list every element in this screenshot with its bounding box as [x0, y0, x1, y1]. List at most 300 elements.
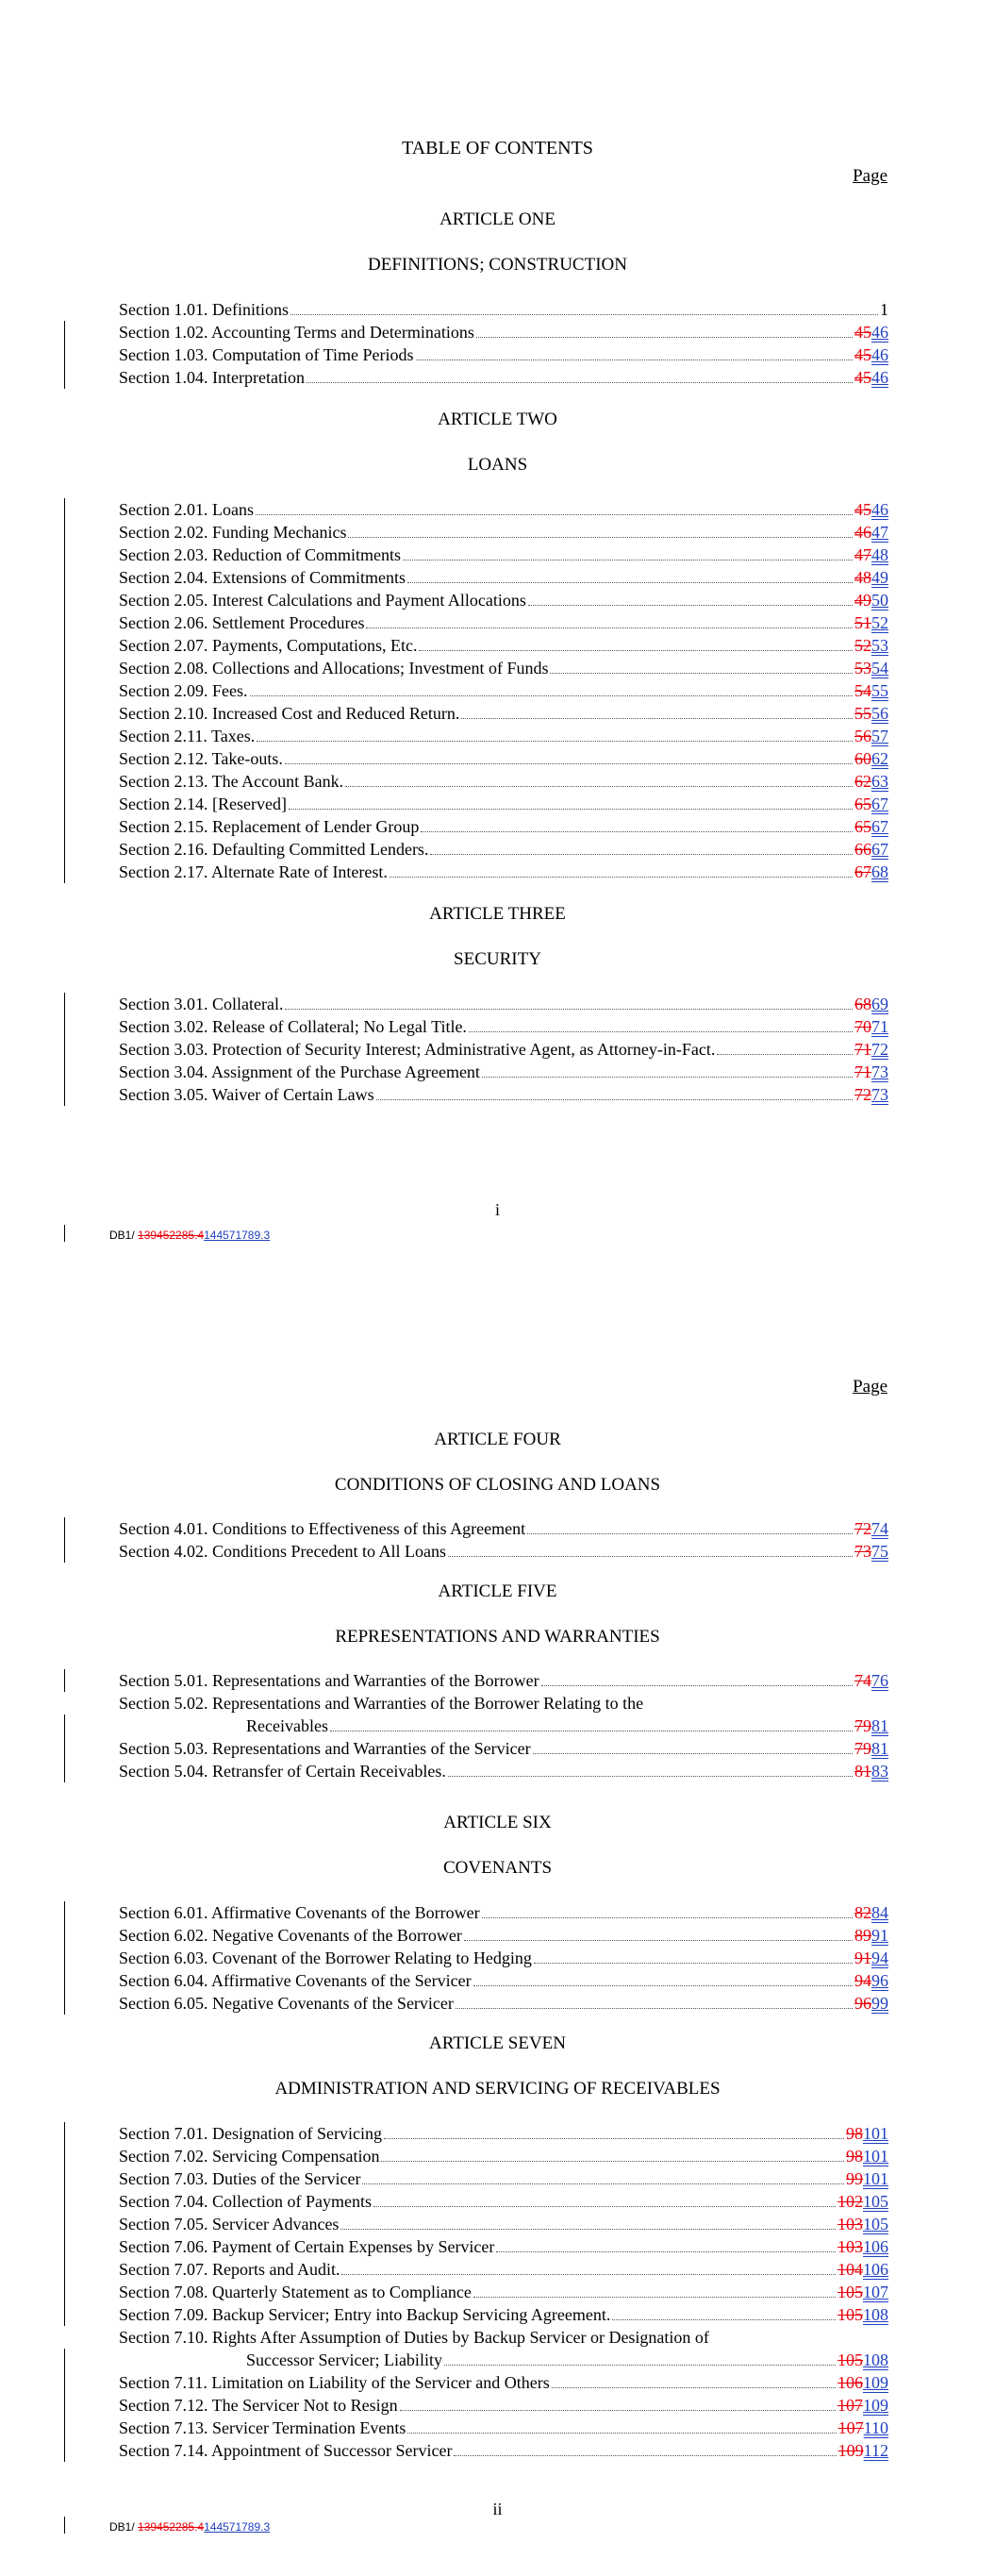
deleted-page-number: 56: [854, 727, 871, 745]
deleted-page-number: 45: [854, 345, 871, 364]
inserted-page-number: 62: [871, 749, 888, 768]
entry-title: Section 7.10. Rights After Assumption of Duties by Backup Servicer or Designation of: [119, 2328, 709, 2347]
dot-leader: [307, 382, 853, 383]
inserted-page-number: 106: [863, 2260, 888, 2279]
dot-leader: [456, 2008, 853, 2009]
inserted-page-number: 72: [871, 1040, 888, 1059]
deleted-page-number: 98: [846, 2124, 863, 2143]
entry-page-number: [854, 838, 888, 861]
article-subheading: REPRESENTATIONS AND WARRANTIES: [335, 1627, 660, 1647]
entry-title: Section 7.07. Reports and Audit.: [119, 2260, 340, 2279]
dot-leader: [496, 2251, 836, 2252]
deleted-page-number: 98: [846, 2147, 863, 2166]
entry-page-number: [837, 2394, 888, 2417]
deleted-page-number: 104: [837, 2260, 863, 2279]
entry-title: Section 2.04. Extensions of Commitments: [119, 568, 406, 587]
entry-title: Section 2.05. Interest Calculations and Payment Allocations: [119, 591, 526, 610]
inserted-page-number: 109: [863, 2396, 888, 2415]
entry-title: Section 5.04. Retransfer of Certain Receivables.: [119, 1762, 446, 1781]
inserted-page-number: 71: [871, 1017, 888, 1036]
entry-page-number: [854, 1715, 888, 1737]
deleted-page-number: 51: [854, 613, 871, 632]
toc-entry[interactable]: [119, 1517, 888, 1540]
article-heading: ARTICLE SIX: [443, 1813, 552, 1832]
entry-title: Section 2.12. Take-outs.: [119, 749, 283, 768]
entry-page-number: [854, 1760, 888, 1782]
entry-page-number: [846, 2167, 888, 2190]
entry-title: Section 2.07. Payments, Computations, Etc.: [119, 636, 418, 655]
entry-page-number: [854, 343, 888, 366]
deleted-page-number: 47: [854, 545, 871, 564]
deleted-page-number: 71: [854, 1062, 871, 1081]
deleted-page-number: 107: [837, 2418, 864, 2437]
change-bar: [64, 1901, 65, 2015]
dot-leader: [421, 831, 853, 832]
toc-entry[interactable]: [119, 2394, 888, 2417]
entry-page-number: [854, 521, 888, 544]
deleted-page-number: 55: [854, 704, 871, 723]
toc-entry[interactable]: [119, 544, 888, 566]
entry-page-number: [838, 2417, 888, 2439]
toc-entry[interactable]: [119, 1038, 888, 1061]
article-subheading: SECURITY: [454, 949, 541, 969]
toc-entry[interactable]: [119, 566, 888, 589]
entry-page-number: [854, 1901, 888, 1924]
inserted-page-number: 101: [863, 2169, 888, 2188]
dot-leader: [366, 627, 853, 628]
article-heading: ARTICLE TWO: [438, 410, 557, 429]
inserted-page-number: 74: [871, 1519, 888, 1538]
article-heading: ARTICLE FOUR: [434, 1430, 561, 1449]
toc-entry[interactable]: [119, 1015, 888, 1038]
footer-page-number: ii: [492, 2500, 503, 2518]
inserted-page-number: 55: [871, 681, 888, 700]
entry-title: Section 2.06. Settlement Procedures: [119, 613, 365, 632]
entry-title: Section 3.02. Release of Collateral; No Legal Title.: [119, 1017, 467, 1036]
dot-leader: [362, 2183, 844, 2184]
entry-page-number: [854, 611, 888, 634]
deleted-page-number: 107: [837, 2396, 863, 2415]
entry-title: Section 3.05. Waiver of Certain Laws: [119, 1085, 374, 1104]
toc-entry[interactable]: [119, 2439, 888, 2462]
dot-leader: [533, 1753, 853, 1754]
deleted-page-number: 99: [846, 2169, 863, 2188]
dot-leader: [527, 1533, 853, 1534]
inserted-page-number: 108: [863, 2305, 888, 2324]
toc-entry[interactable]: [119, 2235, 888, 2258]
entry-title: Section 2.02. Funding Mechanics: [119, 523, 347, 542]
dot-leader: [341, 2274, 836, 2275]
entry-page-number: [854, 679, 888, 702]
deleted-page-number: 65: [854, 795, 871, 813]
toc-entry[interactable]: [119, 838, 888, 861]
toc-entry[interactable]: [119, 657, 888, 679]
toc-entry[interactable]: [119, 498, 888, 521]
doc-id-prefix: DB1/: [109, 2520, 139, 2534]
toc-entry[interactable]: [119, 1969, 888, 1992]
inserted-doc-id: 144571789.3: [204, 1229, 271, 1242]
entry-title: Section 6.01. Affirmative Covenants of the Borrower: [119, 1903, 480, 1922]
inserted-page-number: 54: [871, 659, 888, 677]
article-heading: ARTICLE THREE: [429, 904, 566, 924]
dot-leader: [612, 2319, 836, 2320]
deleted-page-number: 49: [854, 591, 871, 610]
deleted-page-number: 53: [854, 659, 871, 677]
deleted-page-number: 60: [854, 749, 871, 768]
deleted-page-number: 94: [854, 1971, 871, 1990]
deleted-page-number: 45: [854, 323, 871, 342]
entry-title: Section 1.01. Definitions: [119, 300, 289, 319]
deleted-page-number: 67: [854, 862, 871, 881]
deleted-page-number: 103: [837, 2215, 863, 2233]
entry-title: Section 4.02. Conditions Precedent to All Loans: [119, 1542, 446, 1561]
entry-page-number: [854, 498, 888, 521]
deleted-page-number: 89: [854, 1926, 871, 1945]
inserted-page-number: 52: [871, 613, 888, 632]
entry-page-number: [854, 861, 888, 883]
article-subheading: COVENANTS: [442, 1858, 553, 1878]
deleted-page-number: 81: [854, 1762, 871, 1781]
change-bar: [64, 1517, 65, 1563]
toc-entry[interactable]: [119, 611, 888, 634]
entry-title: Section 7.03. Duties of the Servicer: [119, 2169, 361, 2188]
deleted-page-number: 74: [854, 1671, 871, 1690]
deleted-page-number: 79: [854, 1739, 871, 1758]
article-heading: ARTICLE FIVE: [438, 1581, 557, 1601]
entry-title-continued: Receivables: [246, 1716, 328, 1735]
footer-page-number: i: [494, 1200, 500, 1219]
inserted-page-number: 67: [871, 817, 888, 836]
inserted-page-number: 81: [871, 1716, 888, 1735]
inserted-page-number: 109: [863, 2373, 888, 2392]
toc-entry[interactable]: [119, 725, 888, 747]
dot-leader: [482, 1917, 853, 1918]
entry-title: Section 4.01. Conditions to Effectiveness of this Agreement: [119, 1519, 526, 1538]
deleted-page-number: 82: [854, 1903, 871, 1922]
entry-page-number: [854, 566, 888, 589]
toc-entry[interactable]: [119, 2258, 888, 2281]
entry-title: Section 7.02. Servicing Compensation: [119, 2147, 380, 2166]
deleted-page-number: 52: [854, 636, 871, 655]
dot-leader: [473, 2297, 836, 2298]
toc-entry[interactable]: [119, 634, 888, 657]
inserted-page-number: 94: [871, 1949, 888, 1967]
inserted-page-number: 67: [871, 840, 888, 859]
dot-leader: [340, 2229, 836, 2230]
deleted-page-number: 91: [854, 1949, 871, 1967]
toc-entry[interactable]: [119, 2167, 888, 2190]
entry-page-number: [854, 1969, 888, 1992]
inserted-page-number: 46: [871, 323, 888, 342]
dot-leader: [285, 763, 853, 764]
dot-leader: [373, 2206, 836, 2207]
entry-page-number: [837, 2258, 888, 2281]
toc-entry[interactable]: [119, 298, 888, 321]
dot-leader: [390, 877, 853, 878]
entry-page-number: [854, 1540, 888, 1563]
inserted-page-number: 83: [871, 1762, 888, 1781]
entry-page-number: [854, 1038, 888, 1061]
inserted-page-number: 101: [863, 2147, 888, 2166]
entry-title: Section 2.09. Fees.: [119, 681, 248, 700]
dot-leader: [376, 1099, 853, 1100]
page-column-header: Page: [853, 166, 887, 186]
toc-entry[interactable]: [119, 793, 888, 815]
toc-entries-article-three: [119, 993, 888, 1106]
toc-entry[interactable]: [119, 770, 888, 793]
entry-title: Section 6.05. Negative Covenants of the Servicer: [119, 1994, 454, 2013]
deleted-page-number: 71: [854, 1040, 871, 1059]
entry-title: Section 7.06. Payment of Certain Expenses by Servicer: [119, 2237, 495, 2256]
inserted-page-number: 84: [871, 1903, 888, 1922]
entry-page-number: [854, 815, 888, 838]
dot-leader: [256, 514, 853, 515]
entry-title: Section 1.03. Computation of Time Periods: [119, 345, 414, 364]
entry-page-number: [837, 2235, 888, 2258]
entry-title: Section 5.03. Representations and Warranties of the Servicer: [119, 1739, 531, 1758]
toc-entry[interactable]: [119, 2122, 888, 2145]
deleted-page-number: 72: [854, 1085, 871, 1104]
deleted-page-number: 79: [854, 1716, 871, 1735]
toc-entry[interactable]: [119, 1692, 888, 1737]
deleted-page-number: 73: [854, 1542, 871, 1561]
deleted-doc-id: 139452285.4: [138, 1229, 205, 1242]
dot-leader: [345, 786, 853, 787]
inserted-page-number: 101: [863, 2124, 888, 2143]
entry-page-number: [837, 2371, 888, 2394]
toc-entry[interactable]: [119, 2213, 888, 2235]
dot-leader: [407, 2433, 836, 2434]
entry-title: Section 2.17. Alternate Rate of Interest.: [119, 862, 388, 881]
entry-title: Section 3.03. Protection of Security Interest; Administrative Agent, as Attorney-in-Fact.: [119, 1040, 716, 1059]
entry-title: Section 6.04. Affirmative Covenants of the Servicer: [119, 1971, 472, 1990]
toc-entry[interactable]: [119, 1901, 888, 1924]
change-bar: [64, 321, 65, 389]
inserted-page-number: 53: [871, 636, 888, 655]
deleted-page-number: 45: [854, 368, 871, 387]
entry-title: Section 3.01. Collateral.: [119, 995, 284, 1013]
toc-entry[interactable]: [119, 1540, 888, 1563]
toc-entry[interactable]: [119, 343, 888, 366]
document-id: [109, 1229, 270, 1242]
inserted-page-number: 50: [871, 591, 888, 610]
toc-entry[interactable]: [119, 589, 888, 611]
entry-title: Section 7.13. Servicer Termination Events: [119, 2418, 406, 2437]
toc-entry[interactable]: [119, 321, 888, 343]
deleted-page-number: 70: [854, 1017, 871, 1036]
inserted-page-number: 63: [871, 772, 888, 791]
deleted-page-number: 105: [837, 2305, 863, 2324]
entry-page-number: [854, 993, 888, 1015]
entry-title: Section 6.03. Covenant of the Borrower Relating to Hedging: [119, 1949, 532, 1967]
dot-leader: [528, 605, 853, 606]
inserted-page-number: 75: [871, 1542, 888, 1561]
entry-title: Section 1.04. Interpretation: [119, 368, 305, 387]
change-bar: [64, 2349, 65, 2462]
deleted-page-number: 54: [854, 681, 871, 700]
entry-page-number: [837, 2349, 888, 2371]
toc-entry[interactable]: [119, 1061, 888, 1083]
deleted-page-number: 48: [854, 568, 871, 587]
dot-leader: [448, 1556, 853, 1557]
entry-title: Section 2.08. Collections and Allocations; Investment of Funds: [119, 659, 549, 677]
dot-leader: [550, 673, 853, 674]
toc-entry[interactable]: [119, 1760, 888, 1782]
inserted-page-number: 81: [871, 1739, 888, 1758]
toc-entry[interactable]: [119, 2281, 888, 2303]
article-subheading: DEFINITIONS; CONSTRUCTION: [368, 255, 627, 275]
document-id: [109, 2520, 270, 2534]
toc-entries-article-six: [119, 1901, 888, 2015]
entry-page-number: [854, 1992, 888, 2015]
deleted-page-number: 105: [837, 2283, 863, 2301]
inserted-page-number: 108: [863, 2350, 888, 2369]
entry-page-number: [854, 1669, 888, 1692]
deleted-page-number: 103: [837, 2237, 863, 2256]
article-subheading: CONDITIONS OF CLOSING AND LOANS: [334, 1475, 661, 1495]
dot-leader: [289, 809, 853, 810]
dot-leader: [348, 537, 853, 538]
article-heading: ARTICLE SEVEN: [428, 2033, 567, 2053]
article-heading: ARTICLE ONE: [439, 209, 556, 229]
dot-leader: [717, 1054, 853, 1055]
entry-title: Section 1.02. Accounting Terms and Determinations: [119, 323, 474, 342]
deleted-doc-id: 139452285.4: [138, 2520, 205, 2534]
dot-leader: [476, 337, 853, 338]
inserted-page-number: 107: [863, 2283, 888, 2301]
entry-page-number: [837, 2303, 888, 2326]
inserted-page-number: 96: [871, 1971, 888, 1990]
inserted-page-number: 110: [863, 2418, 888, 2437]
entry-title: Section 2.15. Replacement of Lender Group: [119, 817, 420, 836]
entry-page-number: [846, 2145, 888, 2167]
change-bar: [64, 993, 65, 1106]
dot-leader: [407, 582, 853, 583]
entry-page-number: [854, 702, 888, 725]
toc-entry[interactable]: [119, 993, 888, 1015]
toc-entry[interactable]: [119, 1924, 888, 1947]
deleted-page-number: 102: [837, 2192, 863, 2211]
entry-page-number: [854, 1083, 888, 1106]
entry-page-number: [837, 2190, 888, 2213]
change-bar: [64, 1669, 65, 1692]
inserted-page-number: 105: [863, 2192, 888, 2211]
entry-title: Section 7.04. Collection of Payments: [119, 2192, 372, 2211]
dot-leader: [430, 854, 853, 855]
entry-page-number: [854, 366, 888, 389]
entry-title: Section 5.01. Representations and Warranties of the Borrower: [119, 1671, 539, 1690]
toc-entry[interactable]: [119, 2371, 888, 2394]
inserted-page-number: 91: [871, 1926, 888, 1945]
toc-entry[interactable]: [119, 2145, 888, 2167]
inserted-page-number: 68: [871, 862, 888, 881]
entry-title: Section 2.01. Loans: [119, 500, 254, 519]
dot-leader: [257, 741, 853, 742]
dot-leader: [384, 2138, 844, 2139]
toc-entry[interactable]: [119, 2303, 888, 2326]
entry-page-number: [854, 1061, 888, 1083]
toc-entry[interactable]: [119, 815, 888, 838]
entry-title: Section 7.14. Appointment of Successor Servicer: [119, 2441, 453, 2460]
toc-entry[interactable]: [119, 2190, 888, 2213]
entry-page-number: [837, 2213, 888, 2235]
entry-page-number: [854, 544, 888, 566]
entry-page-number: [854, 770, 888, 793]
entry-page-number: [837, 2281, 888, 2303]
deleted-page-number: 96: [854, 1994, 871, 2013]
deleted-page-number: 45: [854, 500, 871, 519]
entry-title: Section 2.11. Taxes.: [119, 727, 256, 745]
toc-entry[interactable]: [119, 1083, 888, 1106]
toc-entry[interactable]: [119, 1737, 888, 1760]
deleted-page-number: 66: [854, 840, 871, 859]
inserted-page-number: 73: [871, 1062, 888, 1081]
toc-entry[interactable]: [119, 521, 888, 544]
entry-page-number: [854, 725, 888, 747]
entry-title-continued: Successor Servicer; Liability: [246, 2350, 442, 2369]
entry-page-number: [854, 1015, 888, 1038]
entry-title: Section 7.12. The Servicer Not to Resign: [119, 2396, 398, 2415]
inserted-page-number: 47: [871, 523, 888, 542]
entry-title: Section 5.02. Representations and Warranties of the Borrower Relating to the: [119, 1694, 644, 1713]
deleted-page-number: 62: [854, 772, 871, 791]
entry-page-number: [854, 589, 888, 611]
deleted-page-number: 68: [854, 995, 871, 1013]
entry-title: Section 2.16. Defaulting Committed Lenders.: [119, 840, 429, 859]
toc-entry[interactable]: [119, 366, 888, 389]
toc-entry[interactable]: [119, 679, 888, 702]
entry-title: Section 7.09. Backup Servicer; Entry into Backup Servicing Agreement.: [119, 2305, 611, 2324]
inserted-page-number: 69: [871, 995, 888, 1013]
entry-title: Section 7.01. Designation of Servicing: [119, 2124, 382, 2143]
toc-entry[interactable]: [119, 2417, 888, 2439]
inserted-page-number: 57: [871, 727, 888, 745]
dot-leader: [448, 1776, 853, 1777]
inserted-page-number: 48: [871, 545, 888, 564]
inserted-doc-id: 144571789.3: [204, 2520, 271, 2534]
toc-entry[interactable]: [119, 747, 888, 770]
toc-entry[interactable]: [119, 861, 888, 883]
entry-title: Section 7.11. Limitation on Liability of the Servicer and Others: [119, 2373, 550, 2392]
entry-title: Section 2.14. [Reserved]: [119, 795, 287, 813]
dot-leader: [469, 1031, 853, 1032]
entry-page-number: [854, 321, 888, 343]
page-column-header: Page: [853, 1377, 887, 1397]
entry-title: Section 7.08. Quarterly Statement as to Compliance: [119, 2283, 472, 2301]
entry-page-number: [854, 793, 888, 815]
deleted-page-number: 72: [854, 1519, 871, 1538]
change-bar: [64, 1225, 65, 1242]
inserted-page-number: 46: [871, 500, 888, 519]
dot-leader: [461, 718, 853, 719]
entry-title: Section 2.13. The Account Bank.: [119, 772, 344, 791]
inserted-page-number: 49: [871, 568, 888, 587]
toc-entry[interactable]: [119, 1992, 888, 2015]
inserted-page-number: 67: [871, 795, 888, 813]
toc-entry[interactable]: [119, 2326, 888, 2371]
toc-page-2: [0, 1288, 995, 2576]
toc-entries-article-seven: [119, 2122, 888, 2462]
entry-page-number: [854, 1924, 888, 1947]
inserted-page-number: 106: [863, 2237, 888, 2256]
toc-entry[interactable]: [119, 1669, 888, 1692]
deleted-page-number: 65: [854, 817, 871, 836]
toc-entry[interactable]: [119, 702, 888, 725]
entry-title: Section 7.05. Servicer Advances: [119, 2215, 340, 2233]
dot-leader: [290, 314, 878, 315]
dot-leader: [285, 1009, 853, 1010]
toc-entry[interactable]: [119, 1947, 888, 1969]
